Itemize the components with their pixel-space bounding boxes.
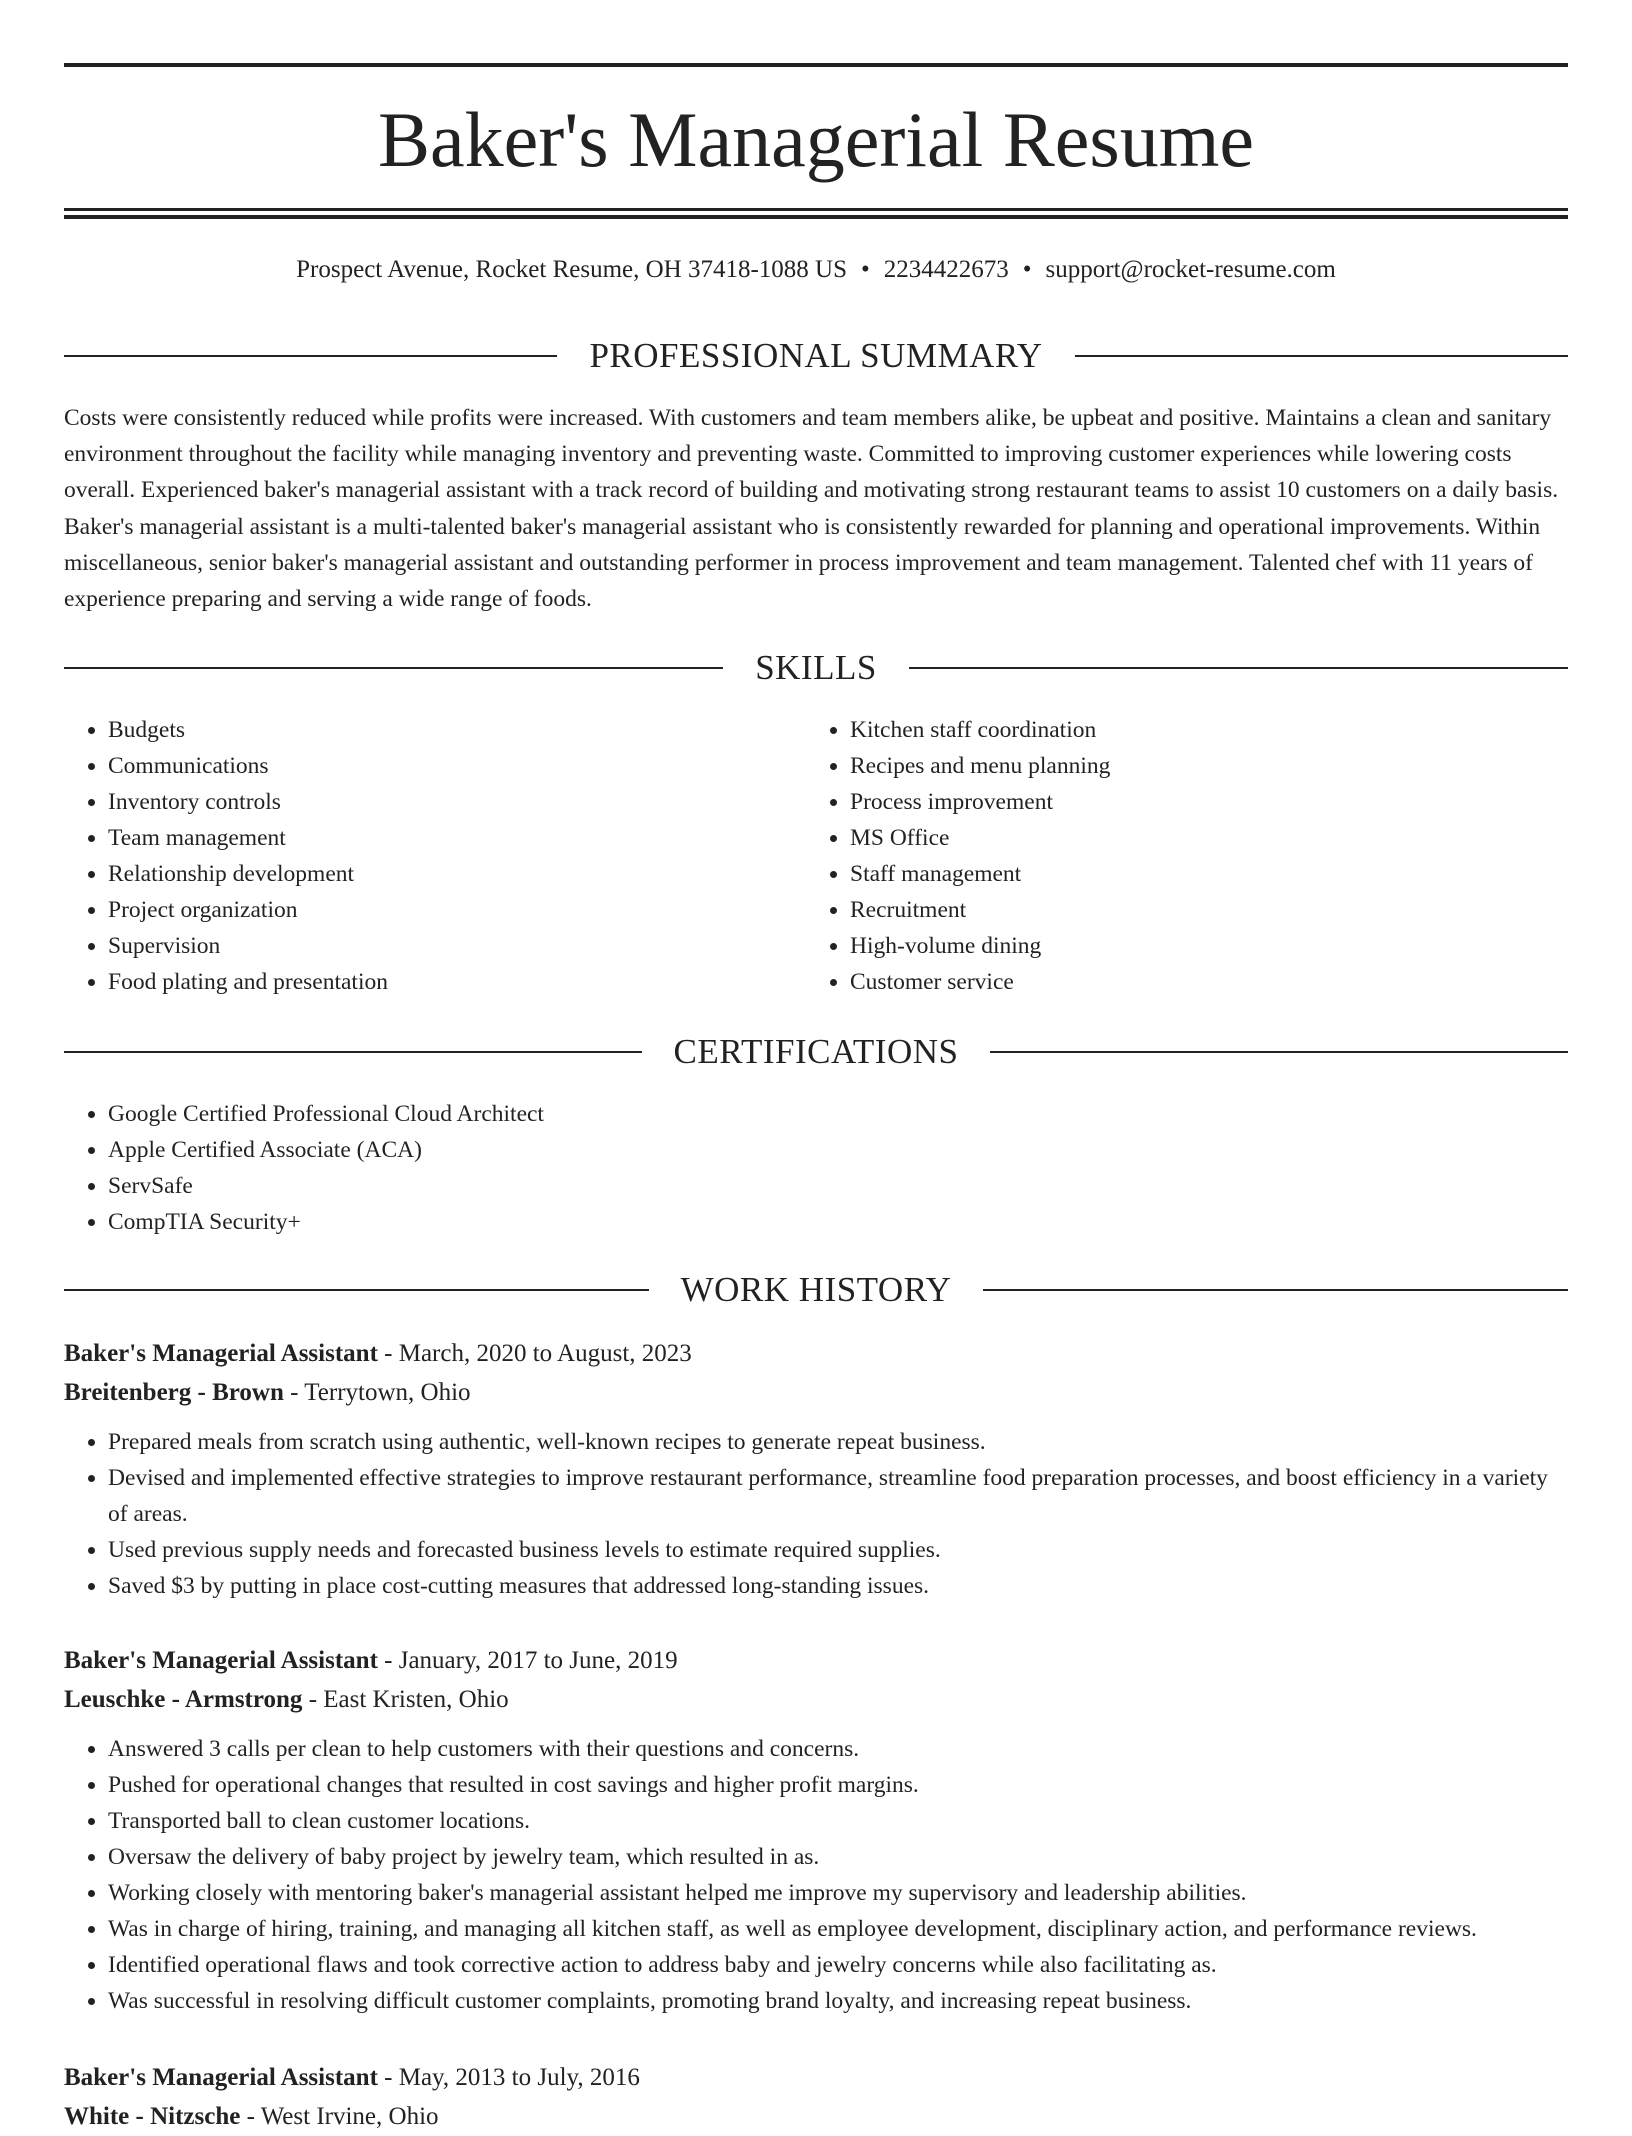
contact-email: support@rocket-resume.com [1045, 256, 1336, 283]
job-duty: • Used previous supply needs and forecasted business levels to estimate required supplies. [108, 1532, 1568, 1568]
heading-rule-left [64, 355, 557, 357]
job-dates: - January, 2017 to June, 2019 [377, 1647, 678, 1674]
title-rule-lower [64, 215, 1568, 219]
job-company: White - Nitzsche [64, 2103, 241, 2130]
page-title: Baker's Managerial Resume [377, 96, 1255, 183]
certifications-heading [64, 1030, 1568, 1074]
heading-rule-left [64, 667, 723, 669]
job-dates: - May, 2013 to July, 2016 [377, 2064, 640, 2091]
job-duty: • Working closely with mentoring baker's managerial assistant helped me improve my supervisory and leadership abilities. [108, 1875, 1568, 1911]
skill-item: • Team management [108, 820, 764, 856]
skill-item: • Recipes and menu planning [850, 748, 1506, 784]
contact-address: Prospect Avenue, Rocket Resume, OH 37418-1088 US [296, 256, 848, 283]
job-duty: • Identified operational flaws and took corrective action to address baby and jewelry concerns while also facilitating as. [108, 1947, 1568, 1983]
heading-rule-right [983, 1289, 1568, 1291]
skill-item: • Project organization [108, 892, 764, 928]
job-title-line [64, 1641, 1568, 1680]
certification-item: • Google Certified Professional Cloud Architect [108, 1096, 1568, 1132]
job-duty: • Devised and implemented effective strategies to improve restaurant performance, streamline food preparation processes, and boost efficiency in a variety of areas. [108, 1460, 1568, 1532]
job-duties-list [64, 1424, 1568, 1604]
heading-rule-left [64, 1289, 649, 1291]
job-title: Baker's Managerial Assistant [64, 1647, 378, 1674]
job-dates: - March, 2020 to August, 2023 [377, 1340, 692, 1367]
job-duty: • Was in charge of hiring, training, and managing all kitchen staff, as well as employee development, disciplinary action, and performance reviews. [108, 1911, 1568, 1947]
summary-heading [64, 334, 1568, 378]
job-duty: • Transported ball to clean customer locations. [108, 1803, 1568, 1839]
job-duty: • Answered 3 calls per clean to help customers with their questions and concerns. [108, 1731, 1568, 1767]
job-duty: • Was successful in resolving difficult customer complaints, promoting brand loyalty, and increasing repeat business. [108, 1983, 1568, 2019]
job-location: - East Kristen, Ohio [302, 1686, 509, 1713]
skill-item: • Staff management [850, 856, 1506, 892]
work-history-heading-label: WORK HISTORY [680, 1270, 952, 1309]
job-location: - Terrytown, Ohio [283, 1379, 471, 1406]
job-entry [64, 1334, 1568, 1604]
skills-list-left [64, 712, 764, 1000]
skills-list-right [806, 712, 1506, 1000]
heading-rule-right [909, 667, 1568, 669]
skills-column-right [806, 712, 1506, 1000]
certification-item: • Apple Certified Associate (ACA) [108, 1132, 1568, 1168]
contact-line [64, 253, 1568, 287]
contact-phone: 2234422673 [883, 256, 1009, 283]
job-entry [64, 1641, 1568, 2019]
heading-rule-left [64, 1051, 642, 1053]
job-title-line [64, 1334, 1568, 1373]
job-company: Breitenberg - Brown [64, 1379, 284, 1406]
certification-item: • CompTIA Security+ [108, 1204, 1568, 1240]
job-company-line [64, 2097, 1568, 2136]
job-company-line [64, 1680, 1568, 1719]
title-rule-upper [64, 208, 1568, 211]
skill-item: • MS Office [850, 820, 1506, 856]
job-duties-list [64, 1731, 1568, 2019]
job-location: - West Irvine, Ohio [240, 2103, 439, 2130]
job-company-line [64, 1373, 1568, 1412]
job-duty: • Pushed for operational changes that resulted in cost savings and higher profit margins. [108, 1767, 1568, 1803]
top-rule [64, 63, 1568, 67]
skills-column-left [64, 712, 764, 1000]
skill-item: • Customer service [850, 964, 1506, 1000]
skills-heading-label: SKILLS [755, 648, 877, 687]
job-title: Baker's Managerial Assistant [64, 2064, 378, 2091]
skill-item: • Recruitment [850, 892, 1506, 928]
skill-item: • Relationship development [108, 856, 764, 892]
skill-item: • Communications [108, 748, 764, 784]
skill-item: • Inventory controls [108, 784, 764, 820]
certifications-heading-label: CERTIFICATIONS [673, 1032, 959, 1071]
job-duty: • Prepared meals from scratch using authentic, well-known recipes to generate repeat business. [108, 1424, 1568, 1460]
skill-item: • Process improvement [850, 784, 1506, 820]
job-duty: • Saved $3 by putting in place cost-cutting measures that addressed long-standing issues. [108, 1568, 1568, 1604]
summary-heading-label: PROFESSIONAL SUMMARY [589, 336, 1043, 375]
contact-separator: • [861, 256, 870, 283]
heading-rule-right [1075, 355, 1568, 357]
summary-text: Costs were consistently reduced while profits were increased. With customers and team members alike, be upbeat and positive. Maintains a clean and sanitary environment throughout the facility while managing inventory and preventing waste. Committed to improving customer experiences while lowering costs overall. Experienced baker's managerial assistant with a track record of building and motivating strong restaurant teams to assist 10 customers on a daily basis. Baker's managerial assistant is a multi-talented baker's managerial assistant who is consistently rewarded for planning and operational improvements. Within miscellaneous, senior baker's managerial assistant and outstanding performer in process improvement and team management. Talented chef with 11 years of experience preparing and serving a wide range of foods. [64, 405, 1559, 613]
job-entry [64, 2058, 1568, 2136]
certifications-block [64, 1096, 1568, 1240]
skill-item: • Budgets [108, 712, 764, 748]
skill-item: • Food plating and presentation [108, 964, 764, 1000]
skills-heading [64, 646, 1568, 690]
job-title: Baker's Managerial Assistant [64, 1340, 378, 1367]
certification-item: • ServSafe [108, 1168, 1568, 1204]
contact-separator: • [1022, 256, 1032, 283]
skill-item: • High-volume dining [850, 928, 1506, 964]
job-title-line [64, 2058, 1568, 2097]
job-company: Leuschke - Armstrong [64, 1686, 303, 1713]
skill-item: • Kitchen staff coordination [850, 712, 1506, 748]
work-history-heading [64, 1268, 1568, 1312]
skill-item: • Supervision [108, 928, 764, 964]
heading-rule-right [990, 1051, 1568, 1053]
certifications-list [64, 1096, 1568, 1240]
job-duty: • Oversaw the delivery of baby project by jewelry team, which resulted in as. [108, 1839, 1568, 1875]
